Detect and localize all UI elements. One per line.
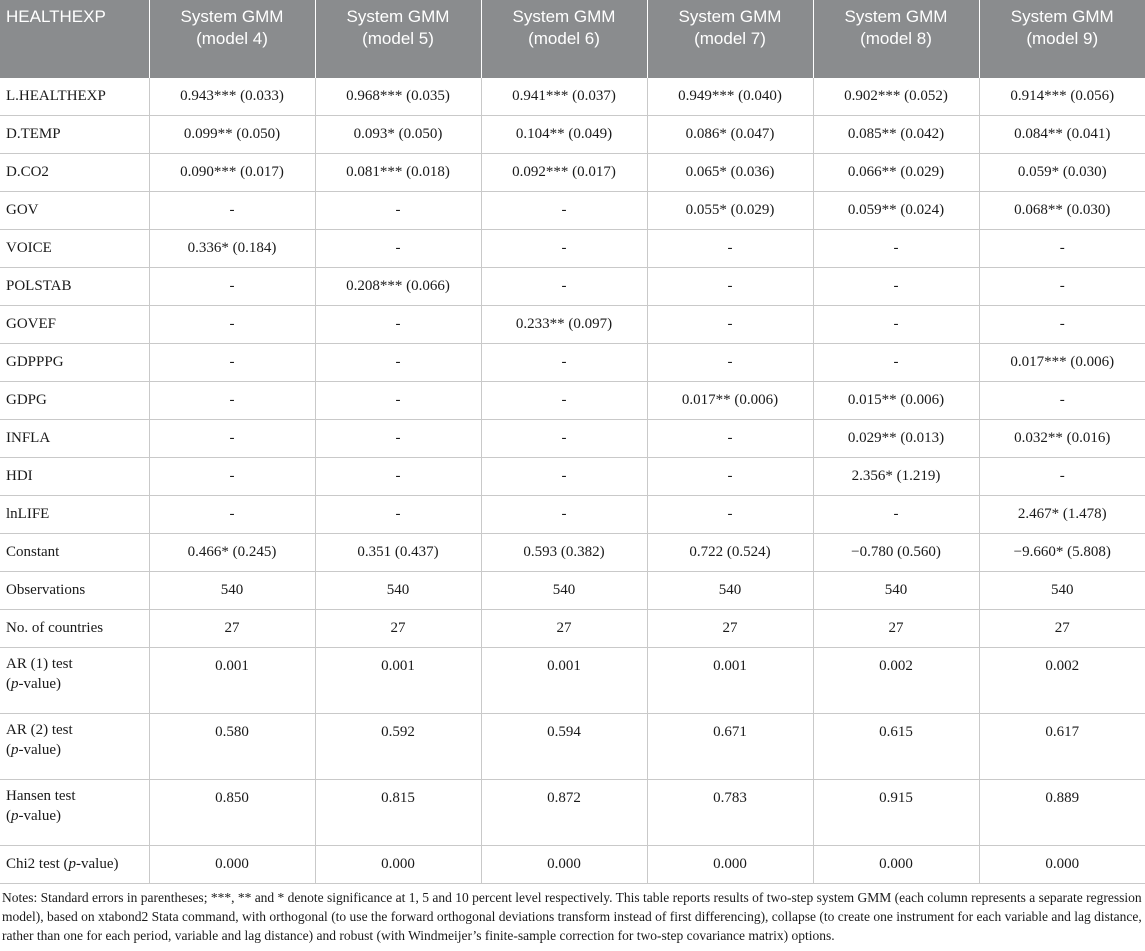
header-line-method: System GMM xyxy=(844,7,948,26)
table-row xyxy=(0,458,1145,496)
table-cell: 0.594 xyxy=(481,714,647,780)
table-cell: 0.968*** (0.035) xyxy=(315,78,481,116)
header-line-method: System GMM xyxy=(180,7,284,26)
row-label-sub xyxy=(6,674,145,694)
row-label xyxy=(0,714,149,780)
label-part-italic: p xyxy=(11,676,19,692)
table-cell: 27 xyxy=(647,610,813,648)
table-row xyxy=(0,230,1145,268)
table-cell: - xyxy=(149,496,315,534)
table-cell: - xyxy=(481,230,647,268)
label-part: ( xyxy=(6,676,11,692)
header-line-model: (model 8) xyxy=(860,29,932,48)
header-model-9 xyxy=(979,0,1145,78)
table-cell: - xyxy=(647,306,813,344)
table-cell: 0.671 xyxy=(647,714,813,780)
row-label: POLSTAB xyxy=(0,268,149,306)
table-row xyxy=(0,496,1145,534)
table-cell: - xyxy=(149,420,315,458)
table-cell: 0.000 xyxy=(647,846,813,884)
row-label: INFLA xyxy=(0,420,149,458)
table-cell: 0.093* (0.050) xyxy=(315,116,481,154)
table-cell: 0.001 xyxy=(149,648,315,714)
table-notes: Notes: Standard errors in parentheses; ***, ** and * denote significance at 1, 5 and 10 percent level respectively. This table reports results of two-step system GMM (each column represents a separate regression model), based on xtabond2 Stata command, with orthogonal (to use the forward orthogonal deviations transform instead of first differencing), collapse (to create one instrument for each variable and lag distance, rather than one for each period, variable and lag distance) and robust (with Windmeijer’s finite-sample correction for two-step covariance matrix) options. xyxy=(2,890,1142,943)
label-part: -value) xyxy=(76,856,119,872)
table-cell: 0.000 xyxy=(979,846,1145,884)
table-cell: 0.580 xyxy=(149,714,315,780)
table-cell: - xyxy=(481,458,647,496)
table-cell: - xyxy=(647,230,813,268)
table-cell: 0.090*** (0.017) xyxy=(149,154,315,192)
table-cell: 0.617 xyxy=(979,714,1145,780)
header-line-method: System GMM xyxy=(678,7,782,26)
table-cell: 0.015** (0.006) xyxy=(813,382,979,420)
header-model-6 xyxy=(481,0,647,78)
table-row xyxy=(0,420,1145,458)
row-label-sub xyxy=(6,806,145,826)
table-cell: - xyxy=(149,268,315,306)
label-part: ( xyxy=(6,808,11,824)
table-body xyxy=(0,78,1145,884)
row-label-main: AR (1) test xyxy=(6,656,73,672)
header-model-4 xyxy=(149,0,315,78)
table-cell: 0.000 xyxy=(481,846,647,884)
table-cell: 0.783 xyxy=(647,780,813,846)
table-cell: - xyxy=(315,382,481,420)
header-line-model: (model 5) xyxy=(362,29,434,48)
table-cell: 0.615 xyxy=(813,714,979,780)
table-cell: 0.084** (0.041) xyxy=(979,116,1145,154)
table-header xyxy=(0,0,1145,78)
table-row xyxy=(0,534,1145,572)
table-row xyxy=(0,382,1145,420)
table-row xyxy=(0,192,1145,230)
table-cell: 0.889 xyxy=(979,780,1145,846)
header-line-method: System GMM xyxy=(1010,7,1114,26)
table-cell: −0.780 (0.560) xyxy=(813,534,979,572)
row-label-main: AR (2) test xyxy=(6,722,73,738)
table-row xyxy=(0,268,1145,306)
table-cell: - xyxy=(315,192,481,230)
label-part: -value) xyxy=(18,808,61,824)
table-cell: 0.099** (0.050) xyxy=(149,116,315,154)
row-label: D.CO2 xyxy=(0,154,149,192)
table-cell: 27 xyxy=(813,610,979,648)
table-cell: 0.092*** (0.017) xyxy=(481,154,647,192)
table-row xyxy=(0,714,1145,780)
header-corner: HEALTHEXP xyxy=(0,0,149,78)
table-cell: - xyxy=(315,344,481,382)
table-cell: 540 xyxy=(315,572,481,610)
table-cell: - xyxy=(647,458,813,496)
table-row xyxy=(0,846,1145,884)
table-cell: 0.943*** (0.033) xyxy=(149,78,315,116)
table-cell: - xyxy=(481,192,647,230)
table-cell: 540 xyxy=(979,572,1145,610)
row-label xyxy=(0,846,149,884)
table-cell: 0.085** (0.042) xyxy=(813,116,979,154)
table-cell: - xyxy=(979,382,1145,420)
table-cell: 0.000 xyxy=(813,846,979,884)
table-cell: −9.660* (5.808) xyxy=(979,534,1145,572)
table-cell: 0.059* (0.030) xyxy=(979,154,1145,192)
table-cell: - xyxy=(149,306,315,344)
table-cell: 540 xyxy=(149,572,315,610)
table-cell: 0.466* (0.245) xyxy=(149,534,315,572)
table-cell: - xyxy=(149,344,315,382)
table-cell: 0.002 xyxy=(813,648,979,714)
table-cell: - xyxy=(979,268,1145,306)
table-cell: 27 xyxy=(315,610,481,648)
table-cell: 0.032** (0.016) xyxy=(979,420,1145,458)
table-row xyxy=(0,154,1145,192)
table-cell: 0.949*** (0.040) xyxy=(647,78,813,116)
table-cell: - xyxy=(979,230,1145,268)
table-cell: 540 xyxy=(813,572,979,610)
table-row xyxy=(0,648,1145,714)
header-line-model: (model 7) xyxy=(694,29,766,48)
header-model-8 xyxy=(813,0,979,78)
table-cell: 0.815 xyxy=(315,780,481,846)
table-cell: 0.017** (0.006) xyxy=(647,382,813,420)
table-cell: 0.336* (0.184) xyxy=(149,230,315,268)
row-label: D.TEMP xyxy=(0,116,149,154)
label-part-italic: p xyxy=(11,808,19,824)
table-cell: 2.356* (1.219) xyxy=(813,458,979,496)
table-cell: 0.914*** (0.056) xyxy=(979,78,1145,116)
table-cell: 0.902*** (0.052) xyxy=(813,78,979,116)
table-cell: 0.104** (0.049) xyxy=(481,116,647,154)
table-cell: 2.467* (1.478) xyxy=(979,496,1145,534)
table-cell: 0.065* (0.036) xyxy=(647,154,813,192)
label-part-italic: p xyxy=(68,856,76,872)
table-cell: - xyxy=(315,458,481,496)
table-cell: - xyxy=(647,268,813,306)
table-cell: 27 xyxy=(149,610,315,648)
row-label: Constant xyxy=(0,534,149,572)
table-row xyxy=(0,572,1145,610)
table-cell: 0.001 xyxy=(315,648,481,714)
header-row xyxy=(0,0,1145,78)
table-cell: - xyxy=(149,192,315,230)
header-line-model: (model 9) xyxy=(1026,29,1099,48)
table-cell: - xyxy=(481,268,647,306)
label-part: Chi2 test ( xyxy=(6,856,69,872)
row-label: Observations xyxy=(0,572,149,610)
table-cell: 0.850 xyxy=(149,780,315,846)
table-cell: - xyxy=(813,230,979,268)
table-cell: 0.059** (0.024) xyxy=(813,192,979,230)
table-row xyxy=(0,78,1145,116)
table-cell: - xyxy=(149,458,315,496)
table-cell: - xyxy=(813,306,979,344)
row-label xyxy=(0,780,149,846)
row-label: L.HEALTHEXP xyxy=(0,78,149,116)
table-cell: - xyxy=(481,344,647,382)
table-cell: - xyxy=(647,344,813,382)
table-row xyxy=(0,116,1145,154)
table-cell: - xyxy=(813,268,979,306)
table-cell: 0.002 xyxy=(979,648,1145,714)
table-cell: 0.068** (0.030) xyxy=(979,192,1145,230)
table-cell: - xyxy=(481,496,647,534)
row-label xyxy=(0,648,149,714)
table-cell: 0.086* (0.047) xyxy=(647,116,813,154)
table-cell: 0.351 (0.437) xyxy=(315,534,481,572)
header-model-5 xyxy=(315,0,481,78)
label-part: -value) xyxy=(18,676,61,692)
table-cell: - xyxy=(813,496,979,534)
row-label: GOVEF xyxy=(0,306,149,344)
header-line-method: System GMM xyxy=(346,7,450,26)
row-label: GOV xyxy=(0,192,149,230)
table-cell: - xyxy=(481,420,647,458)
row-label: GDPG xyxy=(0,382,149,420)
table-cell: 0.029** (0.013) xyxy=(813,420,979,458)
table-cell: - xyxy=(647,496,813,534)
table-cell: 0.208*** (0.066) xyxy=(315,268,481,306)
table-row xyxy=(0,610,1145,648)
table-cell: - xyxy=(149,382,315,420)
table-cell: 0.872 xyxy=(481,780,647,846)
header-line-model: (model 4) xyxy=(196,29,268,48)
table-cell: - xyxy=(647,420,813,458)
row-label: HDI xyxy=(0,458,149,496)
table-cell: 0.593 (0.382) xyxy=(481,534,647,572)
table-cell: 0.017*** (0.006) xyxy=(979,344,1145,382)
header-line-method: System GMM xyxy=(512,7,616,26)
row-label: GDPPPG xyxy=(0,344,149,382)
table-cell: 0.233** (0.097) xyxy=(481,306,647,344)
header-line-model: (model 6) xyxy=(528,29,600,48)
label-part: -value) xyxy=(18,742,61,758)
table-cell: - xyxy=(979,306,1145,344)
table-cell: - xyxy=(481,382,647,420)
row-label: No. of countries xyxy=(0,610,149,648)
table-cell: 0.941*** (0.037) xyxy=(481,78,647,116)
table-cell: 27 xyxy=(979,610,1145,648)
table-cell: 0.001 xyxy=(647,648,813,714)
header-model-7 xyxy=(647,0,813,78)
table-row xyxy=(0,344,1145,382)
table-cell: - xyxy=(979,458,1145,496)
label-part: ( xyxy=(6,742,11,758)
table-cell: 0.000 xyxy=(149,846,315,884)
table-cell: 0.000 xyxy=(315,846,481,884)
table-cell: 0.001 xyxy=(481,648,647,714)
label-part-italic: p xyxy=(11,742,19,758)
table-cell: 540 xyxy=(647,572,813,610)
row-label-main: Hansen test xyxy=(6,788,76,804)
table-row xyxy=(0,306,1145,344)
table-cell: 27 xyxy=(481,610,647,648)
table-cell: 540 xyxy=(481,572,647,610)
table-cell: - xyxy=(315,306,481,344)
table-cell: 0.081*** (0.018) xyxy=(315,154,481,192)
table-cell: 0.722 (0.524) xyxy=(647,534,813,572)
table-cell: 0.066** (0.029) xyxy=(813,154,979,192)
table-cell: - xyxy=(813,344,979,382)
row-label: lnLIFE xyxy=(0,496,149,534)
table-cell: - xyxy=(315,230,481,268)
table-cell: - xyxy=(315,420,481,458)
table-cell: - xyxy=(315,496,481,534)
table-cell: 0.592 xyxy=(315,714,481,780)
row-label: VOICE xyxy=(0,230,149,268)
table-row xyxy=(0,780,1145,846)
row-label-sub xyxy=(6,740,145,760)
table-cell: 0.055* (0.029) xyxy=(647,192,813,230)
table-cell: 0.915 xyxy=(813,780,979,846)
